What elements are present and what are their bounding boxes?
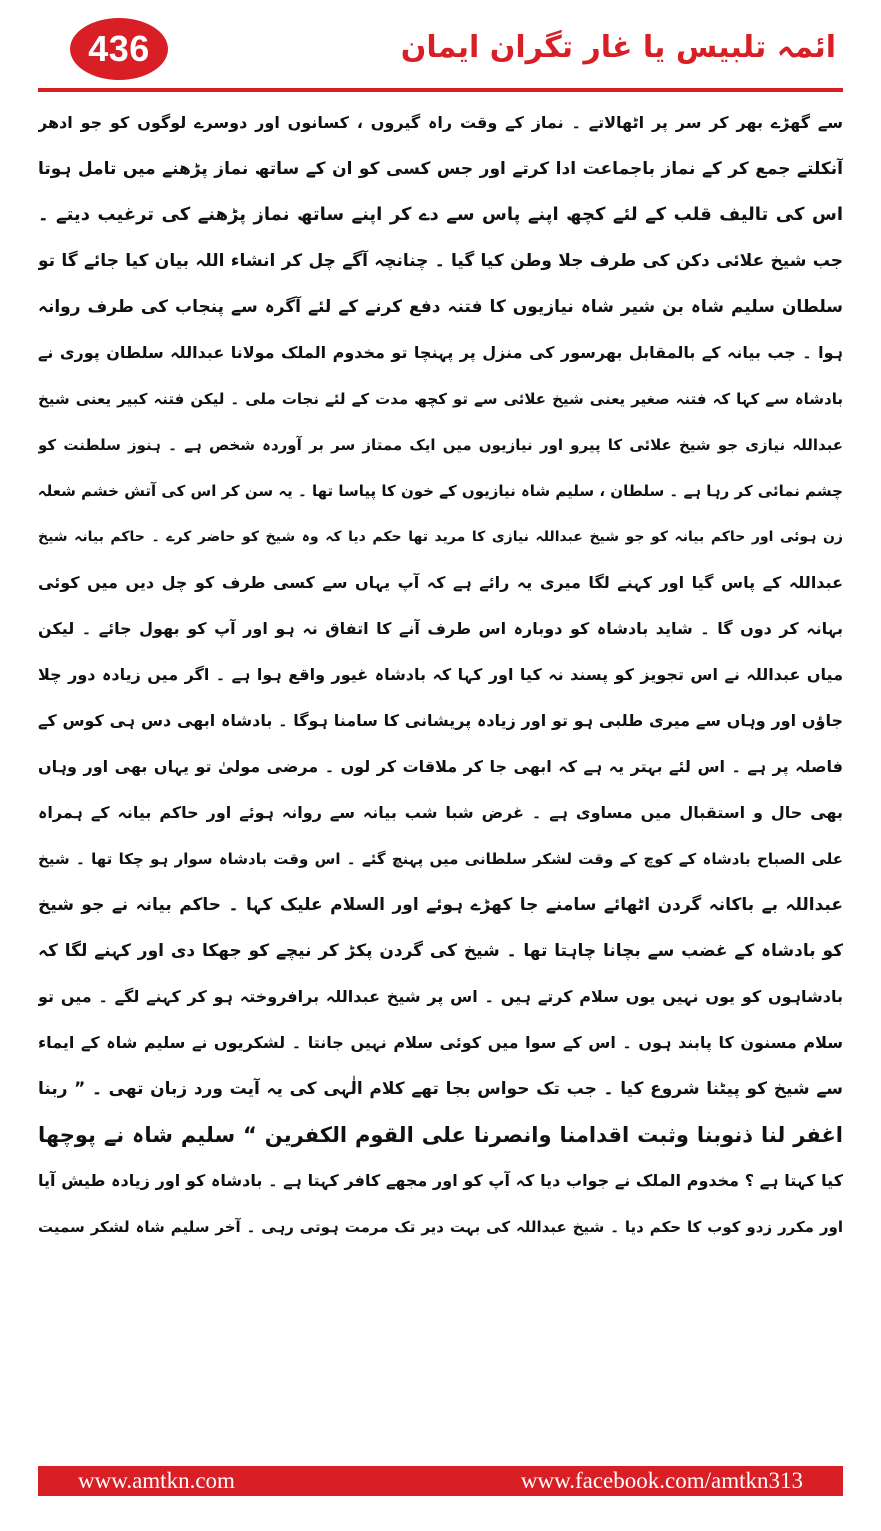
- text-line: عبداللہ نیازی جو شیخ علائی کا پیرو اور نیازیوں میں ایک ممتاز سر بر آوردہ شخص ہے ۔ ہنوز سلطنت کو: [38, 436, 843, 454]
- page-body-text: [38, 100, 843, 1250]
- page-number-badge: [70, 18, 168, 80]
- text-line: آنکلتے جمع کر کے نماز باجماعت ادا کرتے اور جس کسی کو ان کے ساتھ نماز پڑھنے میں تامل ہوتا: [38, 159, 843, 179]
- text-line: زن ہوئی اور حاکم بیانہ کو جو شیخ عبداللہ نیازی کا مرید تھا حکم دیا کہ وہ شیخ کو حاضر کرے ۔ حاکم بیانہ شیخ: [38, 529, 843, 545]
- page-number: 436: [88, 28, 150, 69]
- text-line: بادشاہ سے کہا کہ فتنہ صغیر یعنی شیخ علائی سے تو کچھ مدت کے لئے نجات ملی ۔ لیکن فتنہ کبیر یعنی شیخ: [38, 390, 843, 408]
- text-line: سے گھڑے بھر کر سر پر اٹھالاتے ۔ نماز کے وقت راہ گیروں ، کسانوں اور دوسرے لوگوں کو جو ادھر: [38, 113, 843, 132]
- text-line: عبداللہ بے باکانہ گردن اٹھائے سامنے جا کھڑے ہوئے اور السلام علیک کہا ۔ حاکم بیانہ نے جو شیخ: [38, 895, 843, 915]
- text-line: بادشاہوں کو یوں نہیں یوں سلام کرتے ہیں ۔ اس پر شیخ عبداللہ برافروختہ ہو کر کہنے لگے ۔ میں تو: [38, 987, 843, 1006]
- text-line: سلام مسنون کا پابند ہوں ۔ اس کے سوا میں کوئی سلام نہیں جانتا ۔ لشکریوں نے سلیم شاہ کے ایماء: [38, 1033, 843, 1052]
- text-line: جب شیخ علائی دکن کی طرف جلا وطن کیا گیا ۔ چنانچہ آگے چل کر انشاء اللہ بیان کیا جائے گا تو: [38, 251, 843, 271]
- text-line: اغفر لنا ذنوبنا وثبت اقدامنا وانصرنا علی القوم الکفرین “ سلیم شاہ نے پوچھا: [38, 1123, 843, 1147]
- text-line: سلطان سلیم شاہ بن شیر شاہ نیازیوں کا فتنہ دفع کرنے کے لئے آگرہ سے پنجاب کی طرف روانہ: [38, 297, 843, 317]
- text-line: اس کی تالیف قلب کے لئے کچھ اپنے پاس سے دے کر اپنے ساتھ نماز پڑھنے کی ترغیب دیتے ۔: [38, 204, 843, 225]
- text-line: علی الصباح بادشاہ کے کوچ کے وقت لشکر سلطانی میں پہنچ گئے ۔ اس وقت بادشاہ سوار ہو چکا تھا ۔ شیخ: [38, 850, 843, 868]
- header-divider: [38, 88, 843, 92]
- text-line: کو بادشاہ کے غضب سے بچانا چاہتا تھا ۔ شیخ کی گردن پکڑ کر نیچے کو جھکا دی اور کہنے لگا کہ: [38, 941, 843, 961]
- text-line: جاؤں اور وہاں سے میری طلبی ہو تو اور زیادہ پریشانی کا سامنا ہوگا ۔ بادشاہ ابھی دس ہی کوس کے: [38, 711, 843, 730]
- website-link[interactable]: www.amtkn.com: [78, 1468, 235, 1493]
- text-line: کیا کہتا ہے ؟ مخدوم الملک نے جواب دیا کہ آپ کو اور مجھے کافر کہتا ہے ۔ بادشاہ کو اور زیادہ طیش آیا: [38, 1171, 843, 1190]
- facebook-link[interactable]: www.facebook.com/amtkn313: [520, 1468, 803, 1493]
- footer-bar: [38, 1466, 843, 1496]
- text-line: ہوا ۔ جب بیانہ کے بالمقابل بھرسور کی منزل پر پہنچا تو مخدوم الملک مولانا عبداللہ سلطان پوری نے: [38, 343, 843, 362]
- text-line: میاں عبداللہ نے اس تجویز کو پسند نہ کیا اور کہا کہ بادشاہ غیور واقع ہوا ہے ۔ اگر میں زیادہ دور چلا: [38, 665, 843, 684]
- book-title: ائمہ تلبیس یا غار تگران ایمان: [400, 30, 836, 65]
- text-line: بہانہ کر دوں گا ۔ شاید بادشاہ کو دوبارہ اس طرف آنے کا اتفاق نہ ہو اور آپ کو بھول جائے ۔ لیکن: [38, 619, 843, 638]
- text-line: بھی حال و استقبال میں مساوی ہے ۔ غرض شبا شب بیانہ سے روانہ ہوئے اور حاکم بیانہ کے ہمراہ: [38, 803, 843, 822]
- text-line: فاصلہ پر ہے ۔ اس لئے بہتر یہ ہے کہ ابھی جا کر ملاقات کر لوں ۔ مرضی مولیٰ تو یہاں بھی اور وہاں: [38, 757, 843, 776]
- text-line: اور مکرر زدو کوب کا حکم دیا ۔ شیخ عبداللہ کی بہت دیر تک مرمت ہوتی رہی ۔ آخر سلیم شاہ لشکر سمیت: [38, 1218, 843, 1236]
- text-line: سے شیخ کو پیٹنا شروع کیا ۔ جب تک حواس بجا تھے کلام الٰہی کی یہ آیت ورد زبان تھی ۔ ” ربنا: [38, 1079, 843, 1099]
- text-line: چشم نمائی کر رہا ہے ۔ سلطان ، سلیم شاہ نیازیوں کے خون کا پیاسا تھا ۔ یہ سن کر اس کی آتش خشم شعلہ: [38, 482, 843, 500]
- text-line: عبداللہ کے پاس گیا اور کہنے لگا میری یہ رائے ہے کہ آپ یہاں سے کسی طرف کو چل دیں میں کوئی: [38, 573, 843, 592]
